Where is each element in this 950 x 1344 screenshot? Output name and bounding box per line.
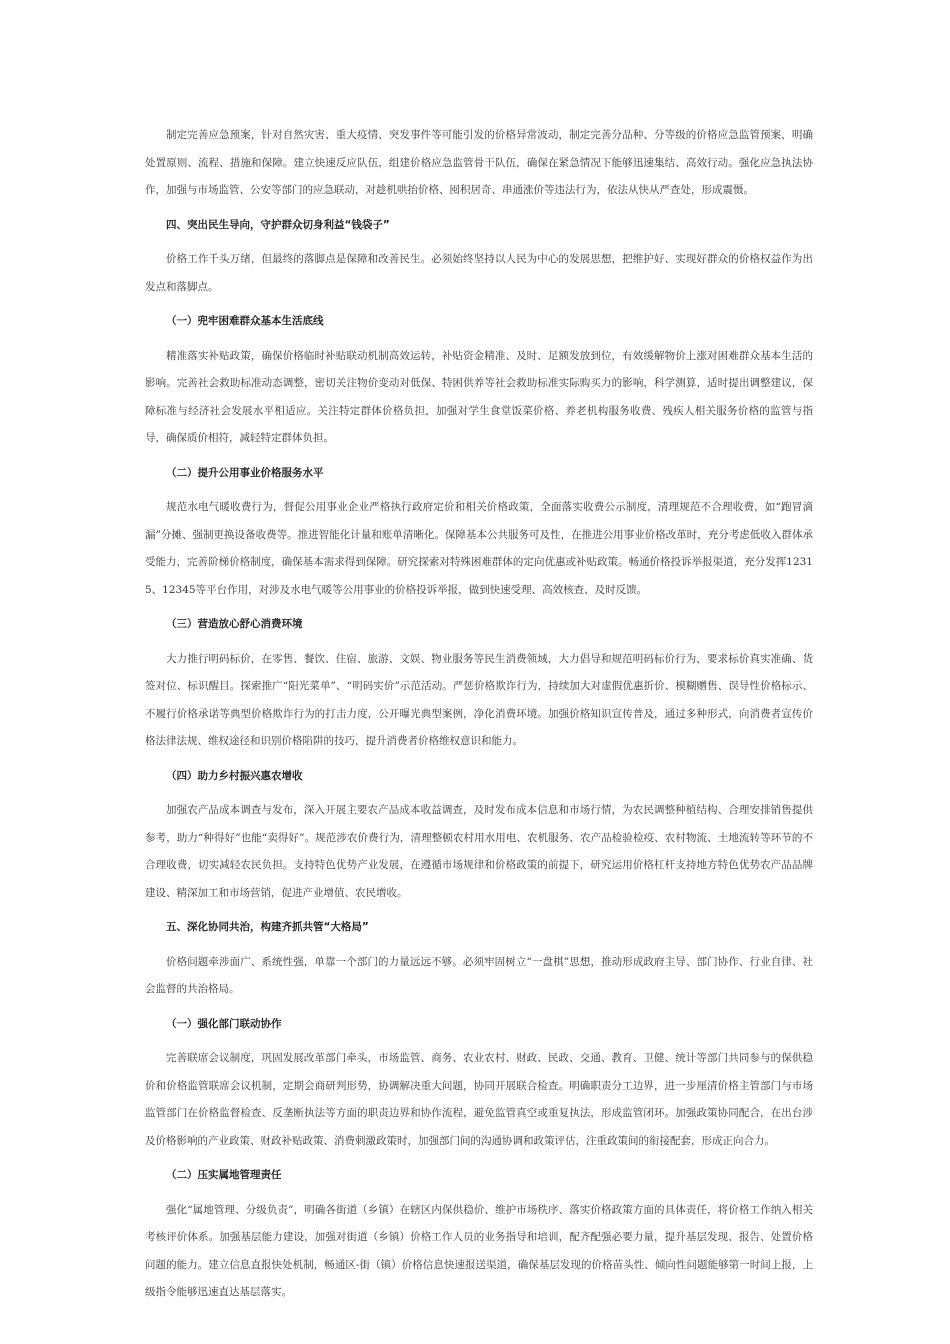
paragraph-4-1: 精准落实补贴政策，确保价格临时补贴联动机制高效运转，补贴资金精准、及时、足额发放到位，有效缓解物价上涨对困难群众基本生活的影响。完善社会救助标准动态调整，密切关注物价变动对低保、特困供养等社会救助标准实际购买力的影响，科学测算，适时提出调整建议，保障标准与经济社会发展水平相适应。关注特定群体价格负担，加强对学生食堂饭菜价格、养老机构服务收费、残疾人相关服务价格的监管与指导，确保质价相符，减轻特定群体负担。 [145,349,813,444]
heading-5-1: （一）强化部门联动协作 [166,1017,282,1030]
paragraph-section-4-intro: 价格工作千头万绪，但最终的落脚点是保障和改善民生。必须始终坚持以人民为中心的发展思想，把维护好、实现好群众的价格权益作为出发点和落脚点。 [145,253,813,293]
paragraph-4-4: 加强农产品成本调查与发布，深入开展主要农产品成本收益调查，及时发布成本信息和市场行情，为农民调整种植结构、合理安排销售提供参考，助力“种得好”也能“卖得好”。规范涉农价费行为，清理整顿农村用水用电、农机服务、农产品检验检疫、农村物流、土地流转等环节的不合理收费，切实减轻农民负担。支持特色优势产业发展，在遵循市场规律和价格政策的前提下，研究运用价格杠杆支持地方特色优势农产品品牌建设、精深加工和市场营销，促进产业增值、农民增收。 [145,804,813,899]
heading-4-3: （三）营造放心舒心消费环境 [166,618,303,630]
heading-section-5: 五、深化协同共治，构建齐抓共管“大格局” [166,921,369,933]
heading-4-1: （一）兜牢困难群众基本生活底线 [166,315,324,327]
paragraph-5-1: 完善联席会议制度，巩固发展改革部门牵头，市场监管、商务、农业农村、财政、民政、交通、教育、卫健、统计等部门共同参与的保供稳价和价格监管联席会议机制，定期会商研判形势，协调解决重大问题，协同开展联合检查。明确职责分工边界，进一步厘清价格主管部门与市场监管部门在价格监督检查、反垄断执法等方面的职责边界和协作流程，避免监管真空或重复执法，形成监管闭环。加强政策协同配合，在出台涉及价格影响的产业政策、财政补贴政策、消费刺激政策时，加强部门间的沟通协调和政策评估，注重政策间的衔接配套，形成正向合力。 [145,1052,813,1147]
document-body [145,122,813,1307]
paragraph-emergency-plan: 制定完善应急预案，针对自然灾害、重大疫情、突发事件等可能引发的价格异常波动，制定完善分品种、分等级的价格应急监管预案，明确处置原则、流程、措施和保障。建立快速反应队伍，组建价格应急监管骨干队伍，确保在紧急情况下能够迅速集结、高效行动。强化应急执法协作，加强与市场监管、公安等部门的应急联动，对趁机哄抬价格、囤积居奇、串通涨价等违法行为，依法从快从严查处，形成震慑。 [145,129,813,196]
paragraph-4-3: 大力推行明码标价，在零售、餐饮、住宿、旅游、文娱、物业服务等民生消费领域，大力倡导和规范明码标价行为，要求标价真实准确、货签对位、标识醒目。探索推广“阳光菜单”、“明码实价”示范活动。严惩价格欺诈行为，持续加大对虚假优惠折价、模糊赠售、误导性价格标示、不履行价格承诺等典型价格欺诈行为的打击力度，公开曝光典型案例，净化消费环境。加强价格知识宣传普及，通过多种形式，向消费者宣传价格法律法规、维权途径和识别价格陷阱的技巧，提升消费者价格维权意识和能力。 [145,652,813,747]
paragraph-5-2: 强化“属地管理、分级负责”，明确各街道（乡镇）在辖区内保供稳价、维护市场秩序、落实价格政策方面的具体责任，将价格工作纳入相关考核评价体系。加强基层能力建设，加强对街道（乡镇）价格工作人员的业务指导和培训，配齐配强必要力量，提升基层发现、报告、处置价格问题的能力。建立信息直报快处机制，畅通区-街（镇）价格信息快速报送渠道，确保基层发现的价格苗头性、倾向性问题能够第一时间上报，上级指令能够迅速直达基层落实。 [145,1203,813,1298]
heading-section-4: 四、突出民生导向，守护群众切身利益“钱袋子” [166,218,390,231]
paragraph-4-2: 规范水电气暖收费行为，督促公用事业企业严格执行政府定价和相关价格政策，全面落实收费公示制度，清理规范不合理收费，如“跑冒滴漏”分摊、强制更换设备收费等。推进智能化计量和账单清晰化。保障基本公共服务可及性，在推进公用事业价格改革时，充分考虑低收入群体承受能力，完善阶梯价格制度，确保基本需求得到保障。研究探索对特殊困难群体的定向优惠或补贴政策。畅通价格投诉举报渠道，充分发挥12315、12345等平台作用，对涉及水电气暖等公用事业的价格投诉举报，做到快速受理、高效核查、及时反馈。 [145,501,813,596]
heading-4-2: （二）提升公用事业价格服务水平 [166,466,324,479]
paragraph-section-5-intro: 价格问题牵涉面广、系统性强，单靠一个部门的力量远远不够。必须牢固树立“一盘棋”思想，推动形成政府主导、部门协作、行业自律、社会监督的共治格局。 [145,955,813,995]
heading-4-4: （四）助力乡村振兴惠农增收 [166,769,303,782]
heading-5-2: （二）压实属地管理责任 [166,1169,282,1181]
